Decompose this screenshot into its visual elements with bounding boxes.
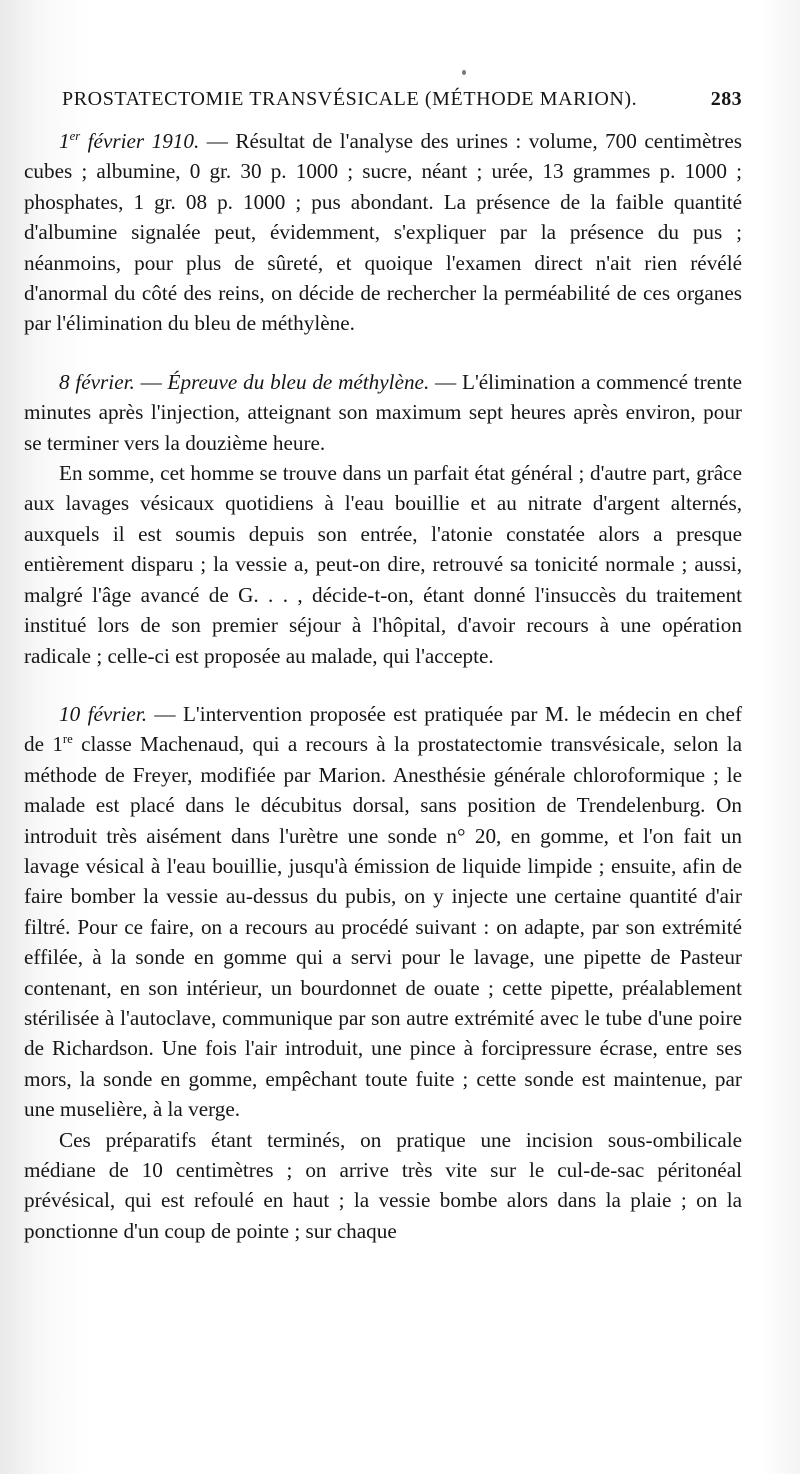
entry-paragraph-1 xyxy=(24,126,742,339)
entry-dash: — xyxy=(134,369,168,394)
ink-speck xyxy=(462,70,466,75)
entry-heading: Épreuve du bleu de méthylène. xyxy=(167,369,430,394)
ordinal-superscript: re xyxy=(62,732,73,747)
page-number: 283 xyxy=(710,88,742,110)
running-title: PROSTATECTOMIE TRANSVÉSICALE (MÉTHODE MARION). xyxy=(62,88,638,110)
entry-paragraph-2 xyxy=(24,367,742,458)
entry-date-rest: février 1910. xyxy=(80,129,200,153)
entry-text-continued: classe Machenaud, qui a recours à la prostatectomie transvésicale, selon la méthode de Freyer, modifiée par Marion. Anesthésie générale chloroformique ; le malade est placé dans le décubitus dorsal, sans position de Trendelenburg. On introduit très aisément dans l'urètre une sonde n° 20, en gomme, et l'on fait un lavage vésical à l'eau bouillie, jusqu'à émission de liquide limpide ; ensuite, afin de faire bomber la vessie au-dessus du pubis, on y injecte une certaine quantité d'air filtré. Pour ce faire, on a recours au procédé suivant : on adapte, par son extrémité effilée, à la sonde en gomme qui a servi pour le lavage, une pipette de Pasteur contenant, en son intérieur, un bourdonnet de ouate ; cette pipette, préalablement stérilisée à l'autoclave, communique par son autre extrémité avec le tube d'une poire de Richardson. Une fois l'air introduit, une pince à forcipressure écrase, entre ses mors, la sonde en gomme, empêchant toute fuite ; cette sonde est maintenue, par une muselière, à la verge. xyxy=(24,732,742,1122)
body-paragraph: Ces préparatifs étant terminés, on pratique une incision sous-ombilicale médiane de 10 centimètres ; on arrive très vite sur le cul-de-sac péritonéal prévésical, qui est refoulé en haut ; la vessie bombe alors dans la plaie ; on la ponctionne d'un coup de pointe ; sur chaque xyxy=(24,1127,742,1243)
entry-text: — Résultat de l'analyse des urines : volume, 700 centimètres cubes ; albumine, 0 gr. 30 p. 1000 ; sucre, néant ; urée, 13 grammes p. 1000 ; phosphates, 1 gr. 08 p. 1000 ; pus abondant. La présence de la faible quantité d'albumine signalée peut, évidemment, s'expliquer par la présence du pus ; néanmoins, pour plus de sûreté, et quoique l'examen direct n'ait rien révélé d'anormal du côté des reins, on décide de rechercher la perméabilité de ces organes par l'élimination du bleu de méthylène. xyxy=(24,129,742,336)
running-header xyxy=(62,84,742,116)
entry-text: — L'intervention proposée est pratiquée par M. le médecin en chef de 1 xyxy=(24,701,742,757)
entry-paragraph-3 xyxy=(24,699,742,1125)
entry-date: 10 février. xyxy=(59,701,147,726)
entry-date xyxy=(59,129,199,153)
entry-text: — L'élimination a commencé trente minutes après l'injection, atteignant son maximum sept heures après environ, pour se terminer vers la douzième heure. xyxy=(24,369,742,455)
entry-date-superscript: er xyxy=(69,128,81,143)
entry-date-day: 1 xyxy=(59,129,70,153)
entry-date: 8 février. xyxy=(59,369,135,394)
body-paragraph: En somme, cet homme se trouve dans un parfait état général ; d'autre part, grâce aux lavages vésicaux quotidiens à l'eau bouillie et au nitrate d'argent alternés, auxquels il est soumis depuis son entrée, l'atonie constatée alors a presque entièrement disparu ; la vessie a, peut-on dire, retrouvé sa tonicité normale ; aussi, malgré l'âge avancé de G. . . , décide-t-on, étant donné l'insuccès du traitement institué lors de son premier séjour à l'hôpital, d'avoir recours à une opération radicale ; celle-ci est proposée au malade, qui l'accepte. xyxy=(24,461,742,668)
book-page xyxy=(24,84,742,1246)
